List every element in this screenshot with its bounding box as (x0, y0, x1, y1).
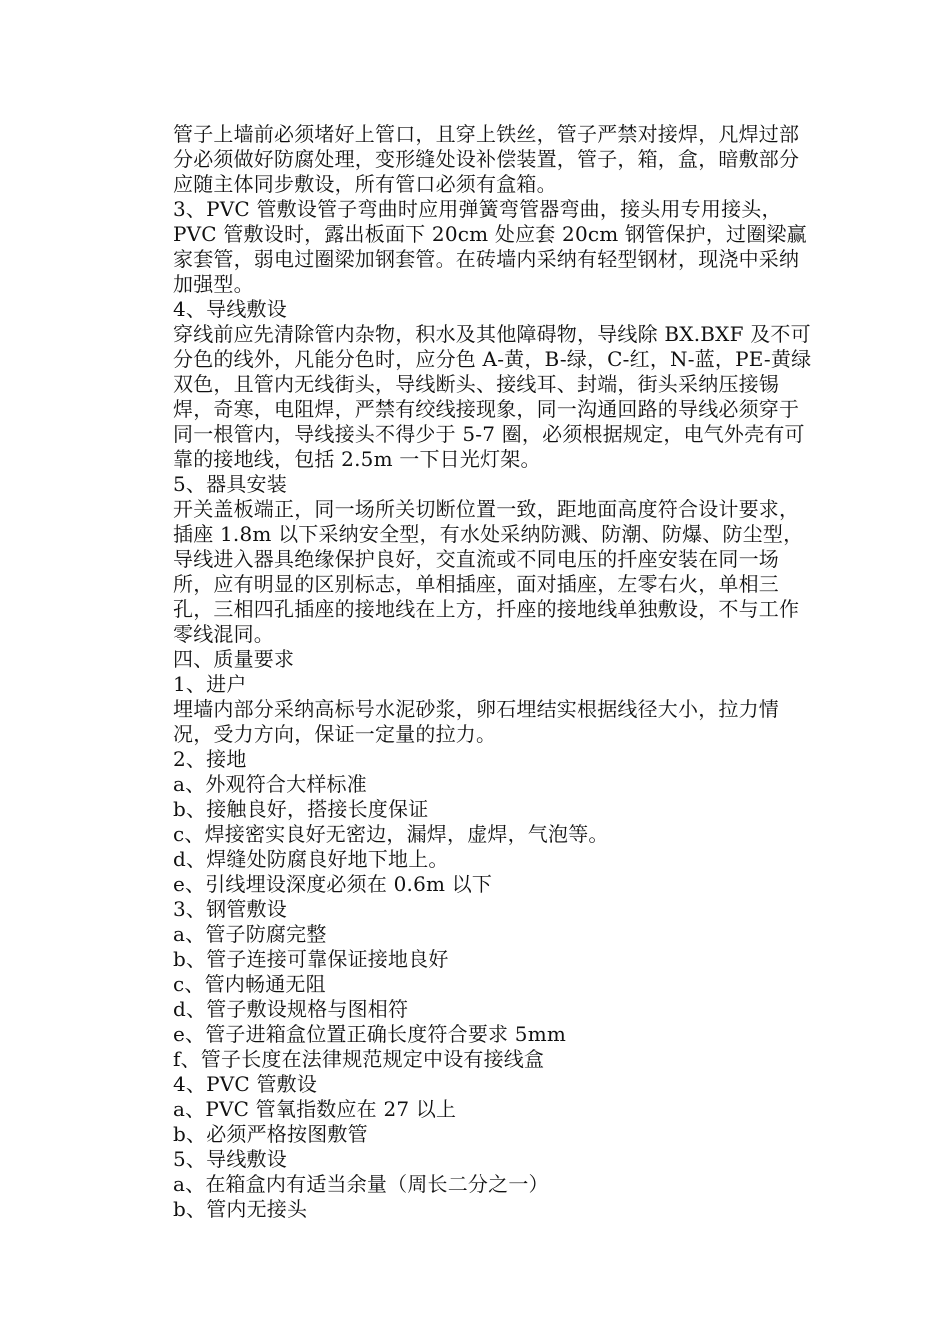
list-item: a、外观符合大样标准 (173, 772, 367, 796)
document-body (173, 122, 813, 1222)
heading-wiring: 4、导线敷设 (173, 297, 287, 321)
list-item: e、管子进箱盒位置正确长度符合要求 5mm (173, 1022, 567, 1046)
heading-fixture-installation: 5、器具安装 (173, 472, 287, 496)
heading-steel-pipe: 3、钢管敷设 (173, 897, 287, 921)
list-item: a、在箱盒内有适当余量（周长二分之一） (173, 1172, 549, 1196)
paragraph-wiring: 穿线前应先清除管内杂物，积水及其他障碍物，导线除 BX.BXF 及不可分色的线外，凡能分色时，应分色 A-黄，B-绿，C-红，N-蓝，PE-黄绿双色，且管内无线街头，导线断头、接线耳、封端，街头采纳压接锡焊，奇寒，电阻焊，严禁有绞线接现象，同一沟通回路的导线必须穿于同一根管内，导线接头不得少于 5-7 圈，必须根据规定，电气外壳有可靠的接地线，包括 2.5m 一下日光灯架。 (173, 322, 812, 471)
heading-wire-laying: 5、导线敷设 (173, 1147, 287, 1171)
paragraph-fixture-installation: 开关盖板端正，同一场所关切断位置一致，距地面高度符合设计要求，插座 1.8m 以下采纳安全型，有水处采纳防溅、防潮、防爆、防尘型，导线进入器具绝缘保护良好，交直流或不同电压的扦座安装在同一场所，应有明显的区别标志，单相插座，面对插座，左零右火，单相三孔，三相四孔插座的接地线在上方，扦座的接地线单独敷设，不与工作零线混同。 (173, 497, 804, 646)
list-item: d、焊缝处防腐良好地下地上。 (173, 847, 449, 871)
paragraph-pvc-pipe: 3、PVC 管敷设管子弯曲时应用弹簧弯管器弯曲，接头用专用接头，PVC 管敷设时，露出板面下 20cm 处应套 20cm 钢管保护，过圈梁赢家套管，弱电过圈梁加钢套管。在砖墙内采纳有轻型钢材，现浇中采纳加强型。 (173, 197, 807, 296)
list-item: a、管子防腐完整 (173, 922, 327, 946)
list-item: d、管子敷设规格与图相符 (173, 997, 409, 1021)
list-item: c、管内畅通无阻 (173, 972, 326, 996)
paragraph-pipe-wall: 管子上墙前必须堵好上管口，且穿上铁丝，管子严禁对接焊，凡焊过部分必须做好防腐处理，变形缝处设补偿装置，管子，箱，盒，暗敷部分应随主体同步敷设，所有管口必须有盒箱。 (173, 122, 800, 196)
heading-pvc-pipe-laying: 4、PVC 管敷设 (173, 1072, 318, 1096)
list-item: e、引线埋设深度必须在 0.6m 以下 (173, 872, 493, 896)
paragraph-entry: 埋墙内部分采纳高标号水泥砂浆，卵石埋结实根据线径大小，拉力情况，受力方向，保证一定量的拉力。 (173, 697, 779, 746)
list-item: f、管子长度在法律规范规定中设有接线盒 (173, 1047, 545, 1071)
list-item: a、PVC 管氧指数应在 27 以上 (173, 1097, 457, 1121)
heading-grounding: 2、接地 (173, 747, 247, 771)
list-item: b、接触良好，搭接长度保证 (173, 797, 429, 821)
heading-entry: 1、进户 (173, 672, 247, 696)
heading-quality-requirements: 四、质量要求 (173, 647, 295, 671)
list-item: b、管内无接头 (173, 1197, 308, 1221)
list-item: b、必须严格按图敷管 (173, 1122, 368, 1146)
list-item: c、焊接密实良好无密边，漏焊，虚焊，气泡等。 (173, 822, 609, 846)
list-item: b、管子连接可靠保证接地良好 (173, 947, 449, 971)
